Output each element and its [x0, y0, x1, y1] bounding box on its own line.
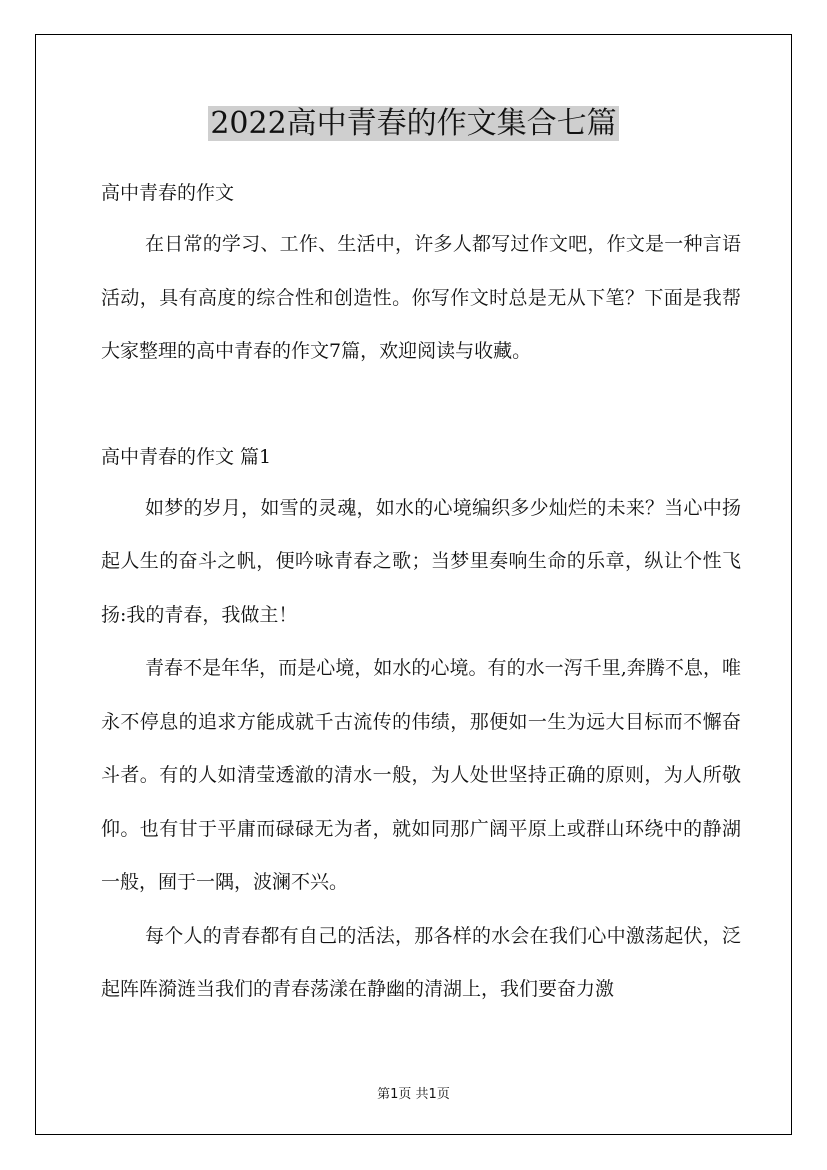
section1-paragraph-1: 如梦的岁月，如雪的灵魂，如水的心境编织多少灿烂的未来？当心中扬起人生的奋斗之帆，便吟咏青春之歌；当梦里奏响生命的乐章，纵让个性飞扬:我的青春，我做主！ [101, 496, 741, 626]
section1-heading: 高中青春的作文 篇1 [101, 445, 272, 468]
section1-paragraph-3: 每个人的青春都有自己的活法，那各样的水会在我们心中激荡起伏，泛起阵阵漪涟当我们的青春荡漾在静幽的清湖上，我们要奋力激 [101, 924, 741, 1000]
intro-paragraph: 在日常的学习、工作、生活中，许多人都写过作文吧，作文是一种言语活动，具有高度的综合性和创造性。你写作文时总是无从下笔？下面是我帮大家整理的高中青春的作文7篇，欢迎阅读与收藏。 [101, 233, 741, 362]
intro-heading: 高中青春的作文 [101, 182, 235, 204]
document-body [101, 168, 741, 1017]
page-footer: 第1页 共1页 [377, 1087, 450, 1102]
document-title-text: 2022高中青春的作文集合七篇 [210, 106, 617, 141]
section1-paragraph-2: 青春不是年华，而是心境，如水的心境。有的水一泻千里,奔腾不息，唯永不停息的追求方能成就千古流传的伟绩，那便如一生为远大目标而不懈奋斗者。有的人如清莹透澈的清水一般，为人处世坚持正确的原则，为人所敬仰。也有甘于平庸而碌碌无为者，就如同那广阔平原上或群山环绕中的静湖一般，囿于一隅，波澜不兴。 [101, 657, 741, 893]
document-title [0, 104, 827, 144]
section-spacer [101, 379, 741, 432]
